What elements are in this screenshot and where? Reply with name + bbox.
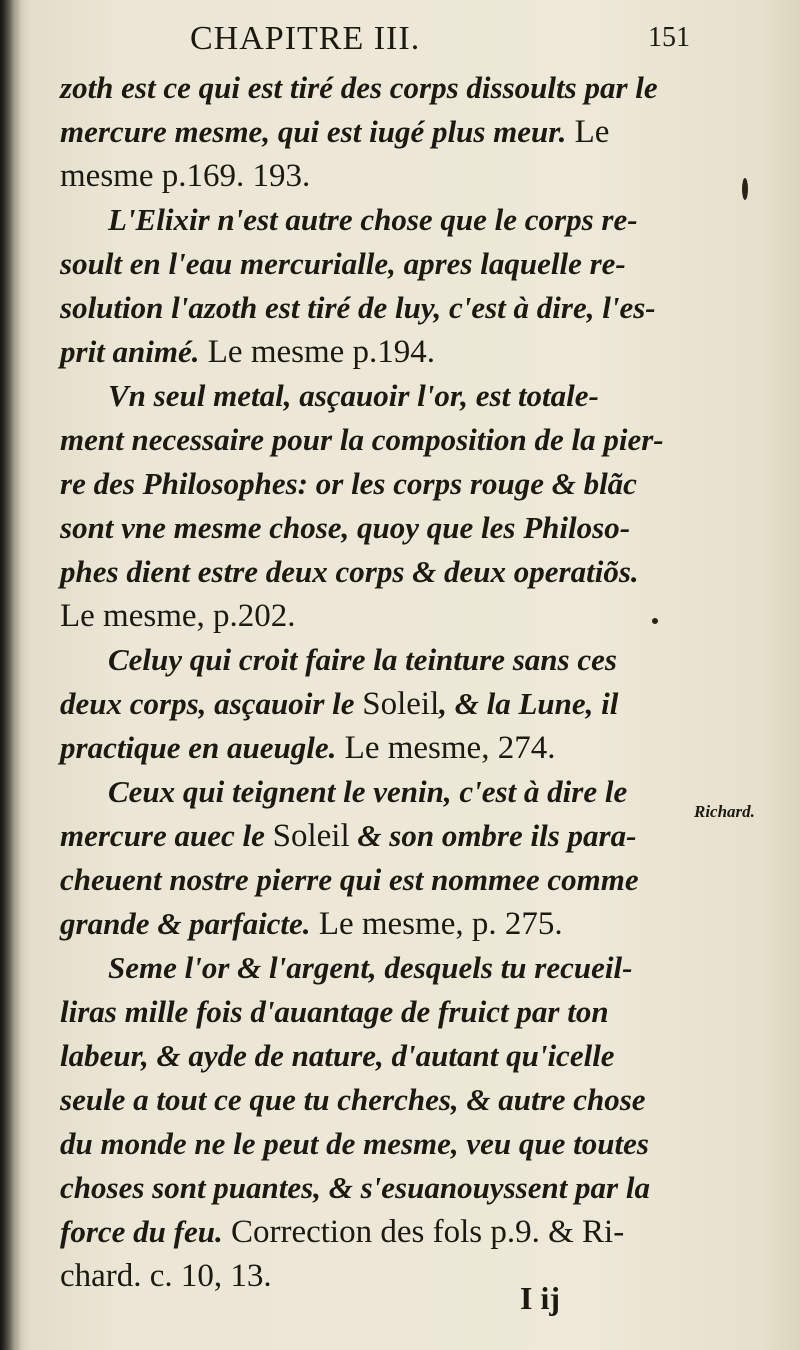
italic-run: grande & parfaicte. [60,906,311,941]
italic-run: Vn seul metal, asçauoir l'or, est totale- [108,378,599,413]
text-line [60,286,680,330]
text-line [60,726,680,770]
italic-run: ment necessaire pour la composition de la pier- [60,422,664,457]
text-line [60,858,680,902]
ink-speck [742,178,748,200]
text-line [60,1254,680,1298]
italic-run: labeur, & ayde de nature, d'autant qu'icelle [60,1038,615,1073]
text-line [60,1122,680,1166]
text-line [60,902,680,946]
page-header [190,20,690,70]
text-line [60,1034,680,1078]
running-title: CHAPITRE III. [190,20,421,57]
italic-run: cheuent nostre pierre qui est nommee comme [60,862,639,897]
roman-run: Le mesme p.194. [199,334,436,370]
text-line [60,506,680,550]
text-line [60,330,680,374]
text-line [60,682,680,726]
roman-run: Le mesme, p. 275. [310,906,563,942]
italic-run: sont vne mesme chose, quoy que les Philoso- [60,510,631,545]
text-line [60,990,680,1034]
italic-run: & son ombre ils para- [349,818,637,853]
roman-run: Le [566,114,610,150]
italic-run: seule a tout ce que tu cherches, & autre chose [60,1082,646,1117]
roman-run: chard. c. 10, 13. [60,1258,272,1294]
text-line [60,418,680,462]
body-text [60,66,680,1298]
text-line [60,770,680,814]
roman-run: Soleil [362,686,440,722]
italic-run: L'Elixir n'est autre chose que le corps re- [108,202,638,237]
text-line [60,462,680,506]
roman-run: Le mesme, 274. [336,730,556,766]
italic-run: practique en aueugle. [60,730,337,765]
italic-run: deux corps, asçauoir le [60,686,363,721]
text-line [60,594,680,638]
italic-run: Celuy qui croit faire la teinture sans ces [108,642,617,677]
italic-run: du monde ne le peut de mesme, veu que toutes [60,1126,649,1161]
text-line [60,550,680,594]
italic-run: , & la Lune, il [439,686,619,721]
text-line [60,946,680,990]
italic-run: mercure auec le [60,818,273,853]
roman-run: Soleil [272,818,350,854]
italic-run: liras mille fois d'auantage de fruict par ton [60,994,609,1029]
text-line [60,154,680,198]
roman-run: Correction des fols p.9. & Ri- [222,1214,625,1250]
italic-run: soult en l'eau mercurialle, apres laquelle re- [60,246,626,281]
italic-run: Seme l'or & l'argent, desquels tu recueil- [108,950,633,985]
italic-run: Ceux qui teignent le venin, c'est à dire le [108,774,628,809]
text-line [60,1078,680,1122]
text-line [60,242,680,286]
margin-note: Richard. [694,802,755,821]
text-line [60,1166,680,1210]
text-line [60,374,680,418]
text-line [60,66,680,110]
ink-speck [652,618,658,624]
italic-run: choses sont puantes, & s'esuanouyssent par la [60,1170,650,1205]
gutter-shadow [0,0,22,1350]
roman-run: Le mesme, p.202. [60,598,296,634]
text-line [60,110,680,154]
italic-run: mercure mesme, qui est iugé plus meur. [60,114,567,149]
text-line [60,814,680,858]
italic-run: prit animé. [60,334,200,369]
italic-run: zoth est ce qui est tiré des corps dissoults par le [60,70,658,105]
italic-run: re des Philosophes: or les corps rouge & blãc [60,466,637,501]
text-line [60,1210,680,1254]
italic-run: force du feu. [60,1214,223,1249]
roman-run: mesme p.169. 193. [60,158,311,194]
text-line [60,198,680,242]
signature-mark: I ij [520,1280,560,1316]
italic-run: solution l'azoth est tiré de luy, c'est à dire, l'es- [60,290,656,325]
page-number: 151 [648,22,690,53]
italic-run: phes dient estre deux corps & deux operatiõs. [60,554,639,589]
text-line [60,638,680,682]
